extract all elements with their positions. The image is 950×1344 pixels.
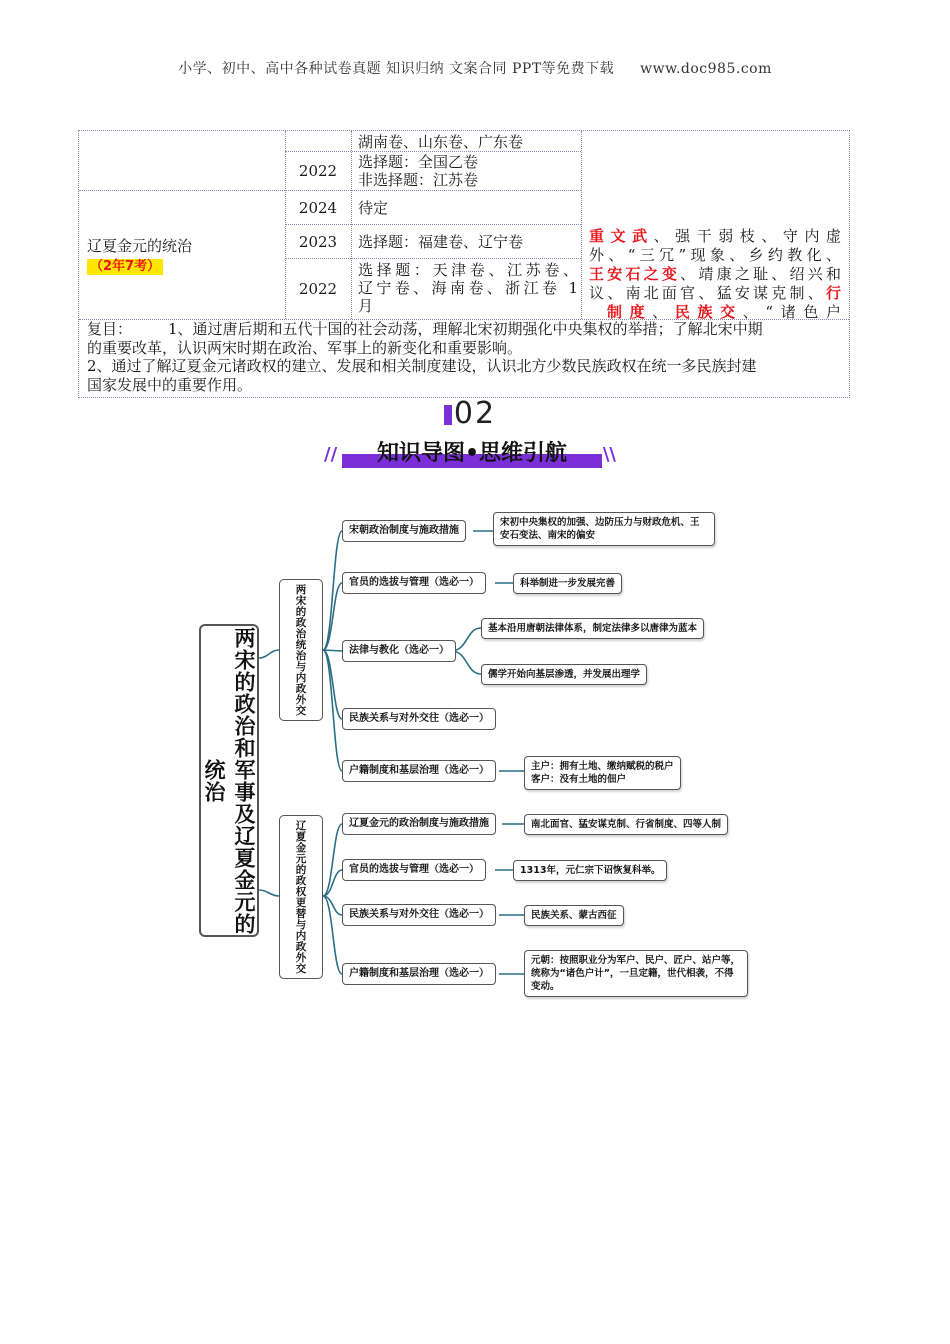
leaf-zhuhu-kehu xyxy=(524,756,681,790)
leaf-confucianism: 儒学开始向基层渗透，并发展出理学 xyxy=(481,664,647,685)
node-law-education: 法律与教化（选必一） xyxy=(342,640,456,662)
papers-line: 辽宁卷、海南卷、浙江卷 1 xyxy=(358,279,578,297)
mind-map-root: 两宋的政治和军事及辽夏金元的统治 xyxy=(199,624,259,937)
node-song-political-system: 宋朝政治制度与施政措施 xyxy=(342,520,466,542)
leaf-lxjy-institutions: 南北面官、猛安谋克制、行省制度、四等人制 xyxy=(524,814,728,835)
papers-line: 月 xyxy=(358,297,374,315)
node-lxjy-ethnic-relations: 民族关系与对外交往（选必一） xyxy=(342,904,496,926)
slash-decoration: \\ xyxy=(602,444,616,465)
keyword-text: 、 xyxy=(652,303,675,321)
header-site-link[interactable]: www.doc985.com xyxy=(640,61,772,77)
topic-frequency-badge: （2年7考） xyxy=(87,259,163,275)
table-cell-year: 2022 xyxy=(298,162,338,180)
leaf-line: 客户：没有土地的佃户 xyxy=(531,774,627,785)
header-text: 小学、初中、高中各种试卷真题 知识归纳 文案合同 PPT等免费下载 xyxy=(178,61,615,77)
node-song-officials: 官员的选拔与管理（选必一） xyxy=(342,572,486,594)
node-song-household: 户籍制度和基层治理（选必一） xyxy=(342,760,496,782)
papers-line: 选择题：天津卷、江苏卷、 xyxy=(358,261,578,279)
branch-song-politics: 两宋的政治统治与内政外交 xyxy=(279,579,323,721)
keyword-highlight: 重文武 xyxy=(589,227,654,245)
review-goal-2: 2、通过了解辽夏金元诸政权的建立、发展和相关制度建设，认识北方少数民族政权在统一多民族封建 xyxy=(87,357,757,375)
table-cell-papers: 待定 xyxy=(358,199,389,217)
leaf-keju: 科举制进一步发展完善 xyxy=(513,573,622,594)
section-title: 知识导图•思维引航 xyxy=(376,441,568,466)
node-song-ethnic-relations: 民族关系与对外交往（选必一） xyxy=(342,708,496,730)
section-number: 02 xyxy=(453,396,497,431)
table-cell-year: 2023 xyxy=(298,233,338,251)
table-cell-year: 2022 xyxy=(298,280,338,298)
keyword-highlight: 行 xyxy=(825,284,841,302)
table-cell-year: 2024 xyxy=(298,199,338,217)
leaf-yuan-keju: 1313年，元仁宗下诏恢复科举。 xyxy=(513,860,667,881)
keyword-text: 外、“三冗”现象、乡约教化、 xyxy=(589,246,841,264)
leaf-tang-law: 基本沿用唐朝法律体系，制定法律多以唐律为蓝本 xyxy=(481,618,704,639)
branch-liao-xia-jin-yuan: 辽夏金元的政权更替与内政外交 xyxy=(279,815,323,979)
leaf-line: 主户：拥有土地、缴纳赋税的税户 xyxy=(531,761,674,772)
review-label: 复目： xyxy=(87,320,133,338)
keyword-highlight: 王安石之变 xyxy=(589,265,681,283)
papers-line: 非选择题：江苏卷 xyxy=(358,171,479,189)
keyword-text: 、强干弱枝、守内虚 xyxy=(653,227,841,245)
leaf-zhuse-huji: 元朝：按照职业分为军户、民户、匠户、站户等，统称为“诸色户计”，一旦定籍，世代相袭，不得变动。 xyxy=(524,950,748,997)
node-yuan-household: 户籍制度和基层治理（选必一） xyxy=(342,963,496,985)
keyword-text: 、靖康之耻、绍兴和 xyxy=(680,265,841,283)
keyword-text: 议、南北面官、猛安谋克制、 xyxy=(589,284,826,302)
node-lxjy-political-system: 辽夏金元的政治制度与施政措施 xyxy=(342,813,496,835)
node-yuan-officials: 官员的选拔与管理（选必一） xyxy=(342,859,486,881)
topic-title: 辽夏金元的统治 xyxy=(87,237,193,255)
table-cell-papers: 选择题：福建卷、辽宁卷 xyxy=(358,233,524,251)
table-cell-papers: 湖南卷、山东卷、广东卷 xyxy=(358,133,524,151)
review-goal-1: 1、通过唐后期和五代十国的社会动荡，理解北宋初期强化中央集权的举措；了解北宋中期 xyxy=(168,320,763,338)
keyword-highlight: 制度 xyxy=(607,303,653,321)
slash-decoration: // xyxy=(324,444,338,465)
leaf-song-measures: 宋初中央集权的加强、边防压力与财政危机、王安石变法、南宋的偏安 xyxy=(493,512,715,546)
review-goal-1-cont: 的重要改革，认识两宋时期在政治、军事上的新变化和重要影响。 xyxy=(87,338,523,357)
papers-line: 选择题：全国乙卷 xyxy=(358,153,479,171)
leaf-mongol-expedition: 民族关系、蒙古西征 xyxy=(524,905,624,926)
review-goal-2-cont: 国家发展中的重要作用。 xyxy=(87,375,253,394)
keyword-text: 、“诸色户 xyxy=(742,303,841,321)
keyword-highlight: 民族交 xyxy=(674,303,743,321)
